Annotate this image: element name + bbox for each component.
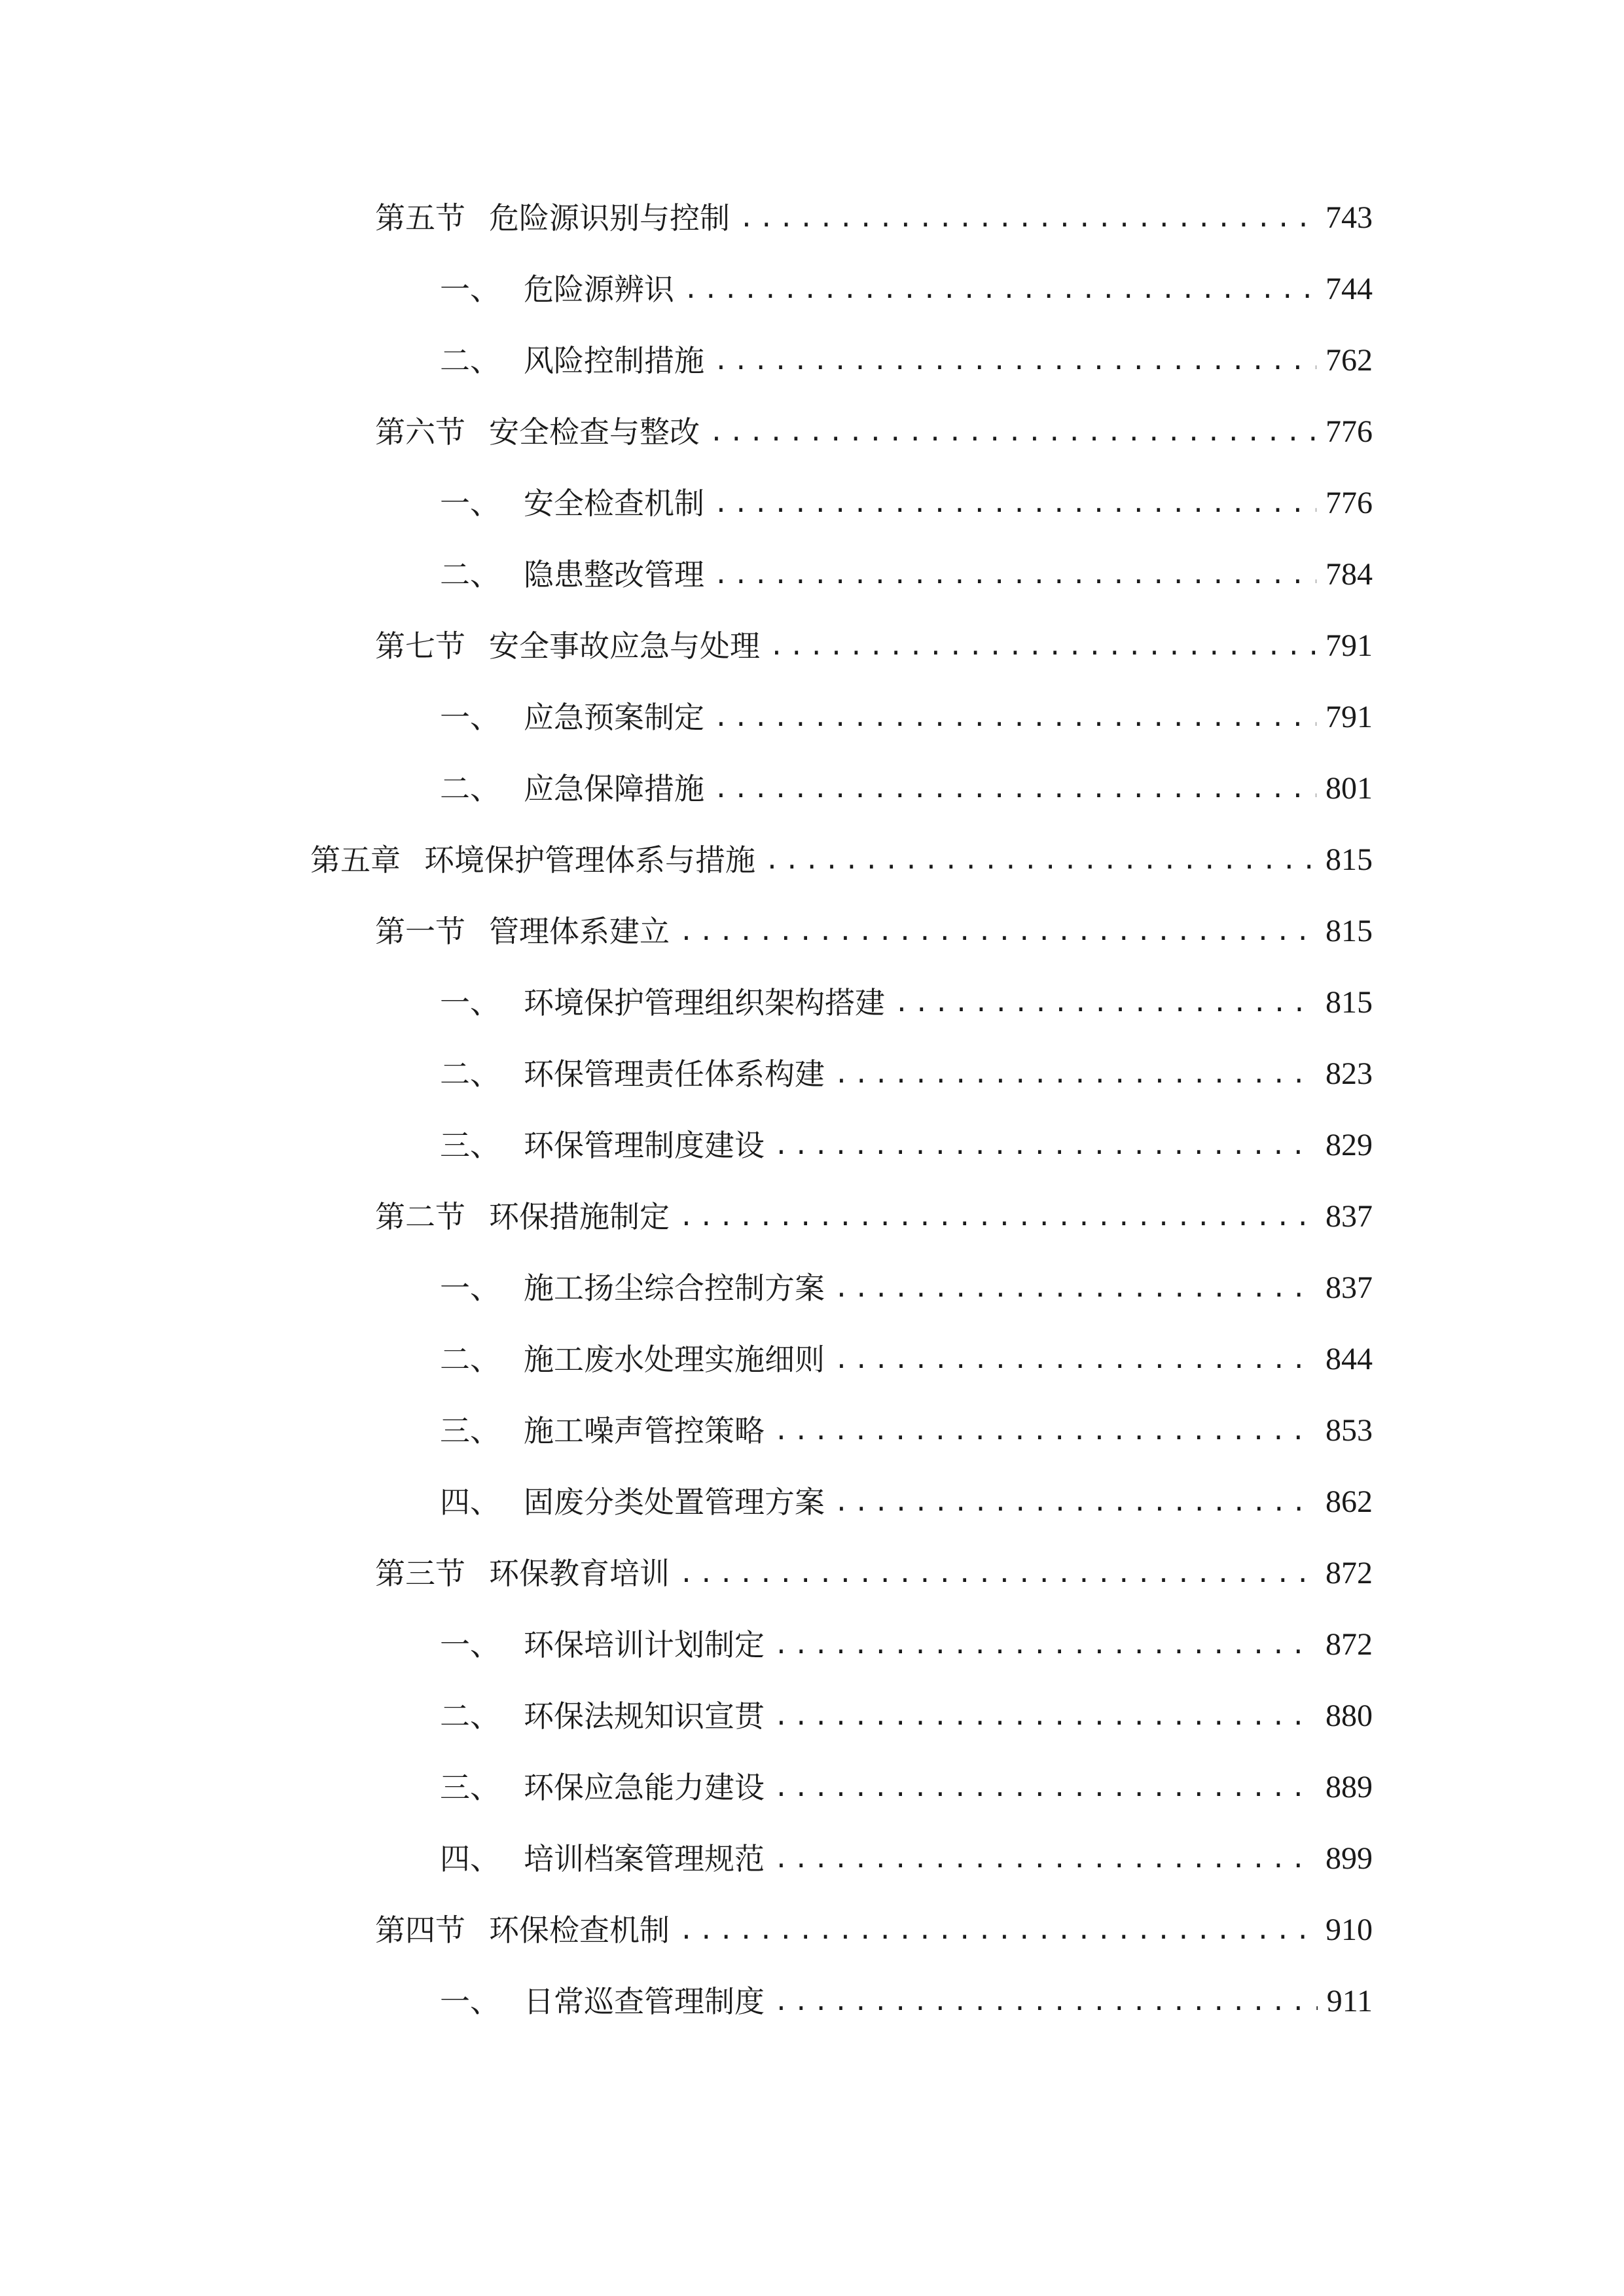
toc-dot-leader [834,1476,1316,1528]
toc-entry-number: 四、 [440,1841,500,1876]
toc-entry[interactable] [375,406,1373,458]
toc-dot-leader [713,477,1316,529]
toc-dot-leader [679,1191,1316,1243]
toc-dot-leader [713,762,1316,815]
toc-entry-page: 853 [1326,1413,1373,1448]
toc-entry-title: 施工噪声管控策略 [524,1413,765,1448]
toc-entry[interactable] [440,1405,1373,1457]
toc-entry-number: 一、 [440,1270,500,1306]
toc-dot-leader [774,1833,1316,1885]
toc-entry-page: 815 [1326,842,1373,877]
toc-dot-leader [774,1761,1316,1814]
toc-entry-page: 784 [1326,557,1373,592]
toc-entry-title: 环境保护管理组织架构搭建 [524,985,885,1020]
toc-entry-page: 862 [1326,1484,1373,1519]
toc-entry-page: 872 [1326,1627,1373,1662]
toc-dot-leader [774,1690,1316,1742]
toc-entry-number: 一、 [440,985,500,1020]
toc-entry[interactable] [440,977,1373,1029]
toc-entry[interactable] [440,477,1373,529]
toc-entry-page: 791 [1326,628,1373,663]
toc-entry-number: 第四节 [375,1912,465,1948]
toc-entry-page: 776 [1326,414,1373,449]
toc-entry-number: 二、 [440,557,500,592]
toc-dot-leader [774,1619,1316,1671]
toc-entry[interactable] [375,620,1373,672]
toc-entry-page: 801 [1326,771,1373,806]
toc-entry-title: 风险控制措施 [524,343,704,378]
toc-entry-page: 776 [1326,486,1373,520]
toc-entry[interactable] [440,1975,1373,2028]
toc-entry[interactable] [440,1048,1373,1100]
toc-entry-page: 872 [1326,1556,1373,1590]
toc-entry[interactable] [440,762,1373,815]
toc-entry-title: 施工废水处理实施细则 [524,1342,825,1377]
toc-entry-title: 环保应急能力建设 [524,1770,765,1805]
toc-entry[interactable] [375,1904,1373,1956]
toc-dot-leader [709,406,1316,458]
toc-entry-title: 应急预案制定 [524,700,704,735]
toc-entry-page: 743 [1326,200,1373,235]
toc-dot-leader [739,192,1316,244]
toc-dot-leader [769,620,1316,672]
toc-dot-leader [894,977,1316,1029]
toc-entry-title: 固废分类处置管理方案 [524,1484,825,1520]
toc-entry-page: 837 [1326,1270,1373,1305]
toc-entry-number: 第五章 [310,842,401,878]
toc-entry[interactable] [440,1119,1373,1172]
toc-entry-title: 危险源识别与控制 [489,200,730,236]
toc-entry-title: 管理体系建立 [489,914,670,949]
toc-entry-title: 环保检查机制 [489,1912,670,1948]
toc-entry-number: 第二节 [375,1199,465,1234]
toc-entry-number: 第三节 [375,1556,465,1591]
toc-entry[interactable] [375,1547,1373,1600]
toc-dot-leader [713,334,1316,387]
toc-entry-title: 环保措施制定 [489,1199,670,1234]
toc-dot-leader [834,1333,1316,1386]
toc-entry[interactable] [375,1191,1373,1243]
toc-entry-number: 二、 [440,1056,500,1092]
toc-entry-number: 第七节 [375,628,465,664]
toc-entry-number: 一、 [440,1984,500,2019]
toc-entry[interactable] [440,548,1373,601]
toc-entry-number: 二、 [440,1342,500,1377]
toc-entry-page: 815 [1326,985,1373,1020]
toc-entry-title: 环保管理制度建设 [524,1128,765,1163]
toc-entry-number: 一、 [440,1627,500,1662]
toc-entry-title: 环保教育培训 [489,1556,670,1591]
toc-entry-number: 一、 [440,486,500,521]
toc-entry[interactable] [440,1333,1373,1386]
toc-entry-title: 危险源辨识 [524,272,674,307]
toc-entry-number: 第一节 [375,914,465,949]
toc-entry-title: 安全检查机制 [524,486,704,521]
toc-entry-page: 762 [1326,343,1373,378]
toc-dot-leader [765,834,1316,886]
toc-dot-leader [679,905,1316,958]
toc-dot-leader [834,1048,1316,1100]
toc-entry[interactable] [375,192,1373,244]
toc-entry-page: 815 [1326,914,1373,948]
toc-entry[interactable] [440,334,1373,387]
toc-entry-page: 880 [1326,1698,1373,1733]
toc-dot-leader [834,1262,1316,1314]
toc-entry[interactable] [310,834,1373,886]
toc-dot-leader [774,1405,1316,1457]
toc-entry[interactable] [440,263,1373,315]
toc-dot-leader [679,1904,1316,1956]
toc-entry-number: 二、 [440,343,500,378]
toc-entry-page: 744 [1326,272,1373,306]
toc-entry-number: 四、 [440,1484,500,1520]
toc-entry-number: 一、 [440,700,500,735]
toc-entry-number: 第五节 [375,200,465,236]
toc-entry[interactable] [440,1476,1373,1528]
toc-entry[interactable] [440,1761,1373,1814]
toc-entry-title: 环保管理责任体系构建 [524,1056,825,1092]
toc-entry-title: 环境保护管理体系与措施 [424,842,755,878]
toc-entry-title: 隐患整改管理 [524,557,704,592]
toc-entry[interactable] [440,1262,1373,1314]
toc-entry-page: 911 [1326,1984,1373,2018]
toc-entry-page: 889 [1326,1770,1373,1804]
toc-entry-title: 安全事故应急与处理 [489,628,760,664]
toc-entry[interactable] [375,905,1373,958]
toc-entry-title: 应急保障措施 [524,771,704,806]
toc-entry-page: 910 [1326,1912,1373,1947]
toc-entry[interactable] [440,1833,1373,1885]
toc-entry-number: 三、 [440,1128,500,1163]
toc-entry-title: 环保法规知识宣贯 [524,1698,765,1734]
toc-dot-leader [683,263,1316,315]
toc-entry-number: 一、 [440,272,500,307]
toc-entry[interactable] [440,1619,1373,1671]
toc-entry-title: 安全检查与整改 [489,414,700,450]
toc-entry-page: 791 [1326,700,1373,734]
toc-entry-page: 837 [1326,1199,1373,1234]
toc-dot-leader [774,1975,1318,2028]
toc-entry-page: 829 [1326,1128,1373,1162]
toc-entry-page: 899 [1326,1841,1373,1876]
toc-dot-leader [679,1547,1316,1600]
toc-entry-number: 三、 [440,1770,500,1805]
toc-entry-number: 二、 [440,771,500,806]
toc-entry-number: 第六节 [375,414,465,450]
toc-entry-number: 二、 [440,1698,500,1734]
toc-entry[interactable] [440,1690,1373,1742]
toc-dot-leader [774,1119,1316,1172]
toc-entry-number: 三、 [440,1413,500,1448]
toc-dot-leader [713,691,1316,744]
toc-entry-title: 培训档案管理规范 [524,1841,765,1876]
toc-entry-title: 施工扬尘综合控制方案 [524,1270,825,1306]
toc-entry-title: 环保培训计划制定 [524,1627,765,1662]
toc-entry[interactable] [440,691,1373,744]
toc-entry-page: 823 [1326,1056,1373,1091]
toc-dot-leader [713,548,1316,601]
toc-entry-page: 844 [1326,1342,1373,1376]
toc-entry-title: 日常巡查管理制度 [524,1984,765,2019]
